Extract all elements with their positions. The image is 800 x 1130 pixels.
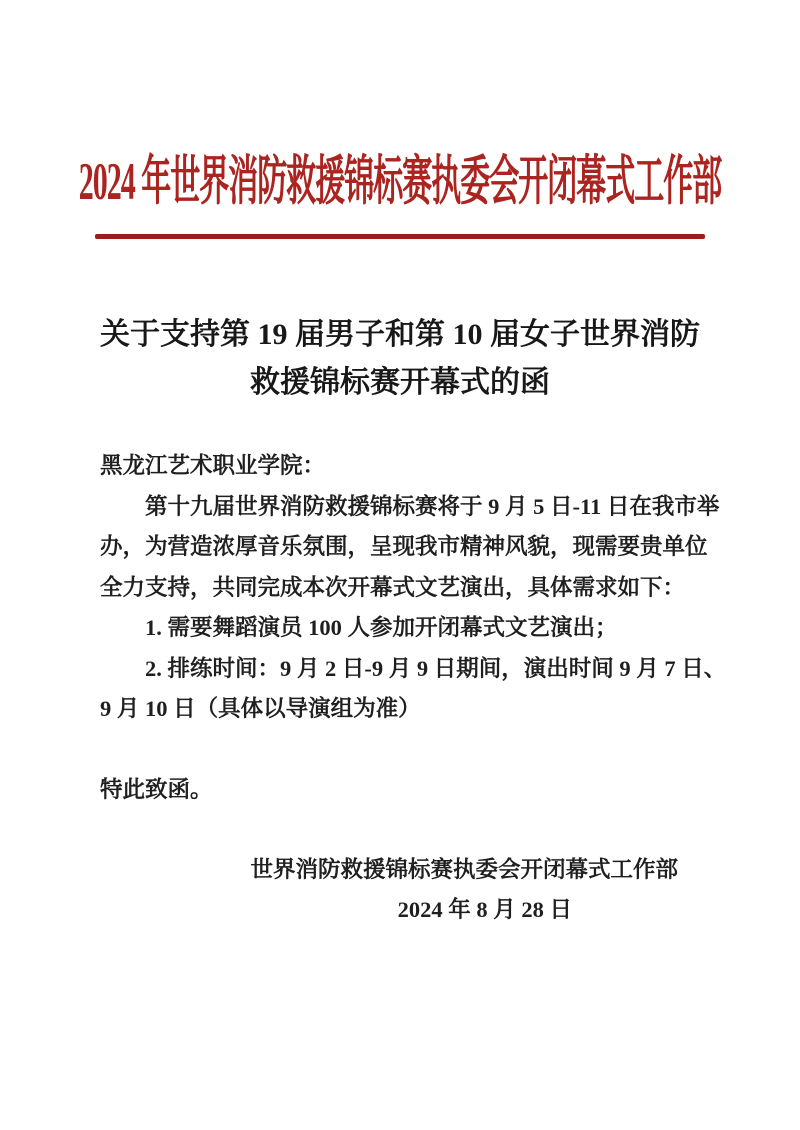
letterhead-org-name: 2024 年世界消防救援锦标赛执委会开闭幕式工作部	[78, 152, 722, 212]
document-title-line1: 关于支持第 19 届男子和第 10 届女子世界消防	[100, 318, 700, 351]
letter-body	[100, 446, 727, 811]
signature-organization: 世界消防救援锦标赛执委会开闭幕式工作部	[250, 857, 678, 882]
letterhead	[0, 152, 800, 212]
closing-phrase: 特此致函。	[100, 777, 213, 802]
signature-date: 2024 年 8 月 28 日	[397, 897, 572, 922]
body-paragraph-line: 全力支持，共同完成本次开幕式文艺演出，具体需求如下：	[100, 574, 686, 600]
letterhead-divider-rule	[95, 234, 705, 239]
body-paragraph-line: 第十九届世界消防救援锦标赛将于 9 月 5 日-11 日在我市举	[145, 493, 720, 519]
body-paragraph-line: 办，为营造浓厚音乐氛围，呈现我市精神风貌，现需要贵单位	[100, 534, 708, 559]
salutation: 黑龙江艺术职业学院：	[100, 453, 326, 478]
list-item-1: 1. 需要舞蹈演员 100 人参加开闭幕式文艺演出；	[145, 615, 618, 640]
list-item-2-line1: 2. 排练时间：9 月 2 日-9 月 9 日期间，演出时间 9 月 7 日、	[145, 655, 727, 681]
list-item-2-line2: 9 月 10 日（具体以导演组为准）	[100, 696, 421, 721]
document-title	[0, 311, 800, 407]
document-title-line2: 救援锦标赛开幕式的函	[250, 366, 550, 399]
blank-line	[100, 730, 704, 771]
